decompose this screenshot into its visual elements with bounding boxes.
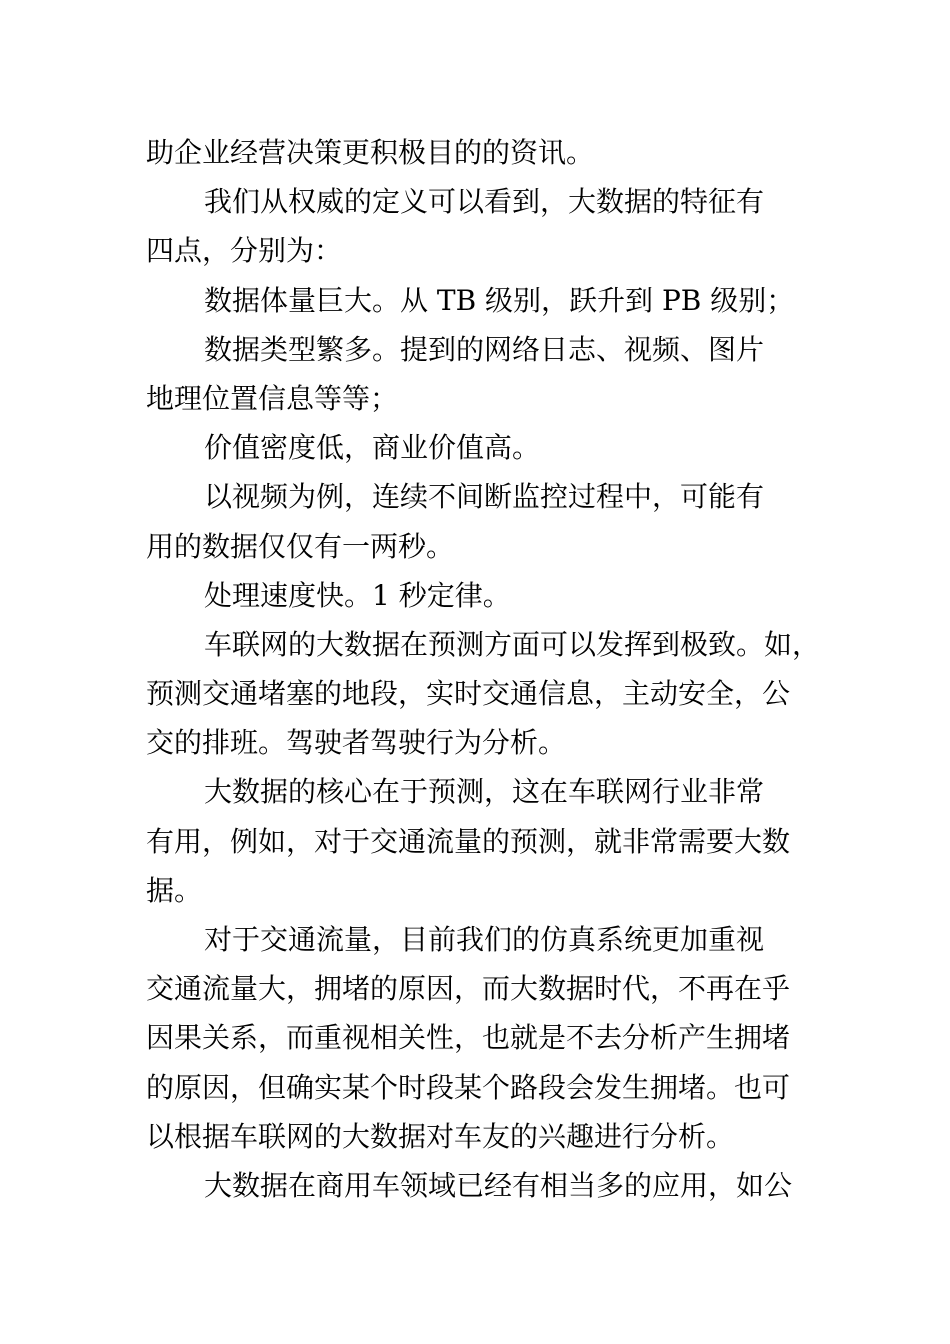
text-line: 助企业经营决策更积极目的的资讯。 <box>146 136 595 169</box>
text-line: 预测交通堵塞的地段，实时交通信息，主动安全，公 <box>146 677 791 711</box>
text-line: 我们从权威的定义可以看到，大数据的特征有 <box>204 185 765 219</box>
text-line: 大数据的核心在于预测，这在车联网行业非常 <box>204 775 765 809</box>
document-body <box>146 128 826 1210</box>
text-line: 数据体量巨大。从 TB 级别，跃升到 PB 级别； <box>204 283 795 317</box>
text-line: 的原因，但确实某个时段某个路段会发生拥堵。也可 <box>146 1070 791 1104</box>
text-line: 对于交通流量，目前我们的仿真系统更加重视 <box>204 923 765 956</box>
text-line: 数据类型繁多。提到的网络日志、视频、图片 <box>204 332 765 366</box>
text-line: 以根据车联网的大数据对车友的兴趣进行分析。 <box>146 1119 735 1153</box>
text-line: 因果关系，而重视相关性，也就是不去分析产生拥堵 <box>146 1021 791 1055</box>
text-line: 有用，例如，对于交通流量的预测，就非常需要大数 <box>146 824 791 858</box>
text-line: 大数据在商用车领域已经有相当多的应用，如公 <box>204 1168 793 1202</box>
text-line: 价值密度低，商业价值高。 <box>204 431 541 465</box>
text-line: 交的排班。驾驶者驾驶行为分析。 <box>146 726 567 760</box>
text-line: 以视频为例，连续不间断监控过程中，可能有 <box>204 480 765 514</box>
text-line: 交通流量大，拥堵的原因，而大数据时代，不再在乎 <box>146 972 791 1006</box>
text-line: 处理速度快。1 秒定律。 <box>204 578 511 612</box>
text-line: 四点，分别为： <box>146 234 343 268</box>
text-line: 车联网的大数据在预测方面可以发挥到极致。如， <box>204 627 821 661</box>
text-line: 用的数据仅仅有一两秒。 <box>146 529 455 563</box>
text-line: 据。 <box>146 873 203 907</box>
text-line: 地理位置信息等等； <box>146 381 399 415</box>
